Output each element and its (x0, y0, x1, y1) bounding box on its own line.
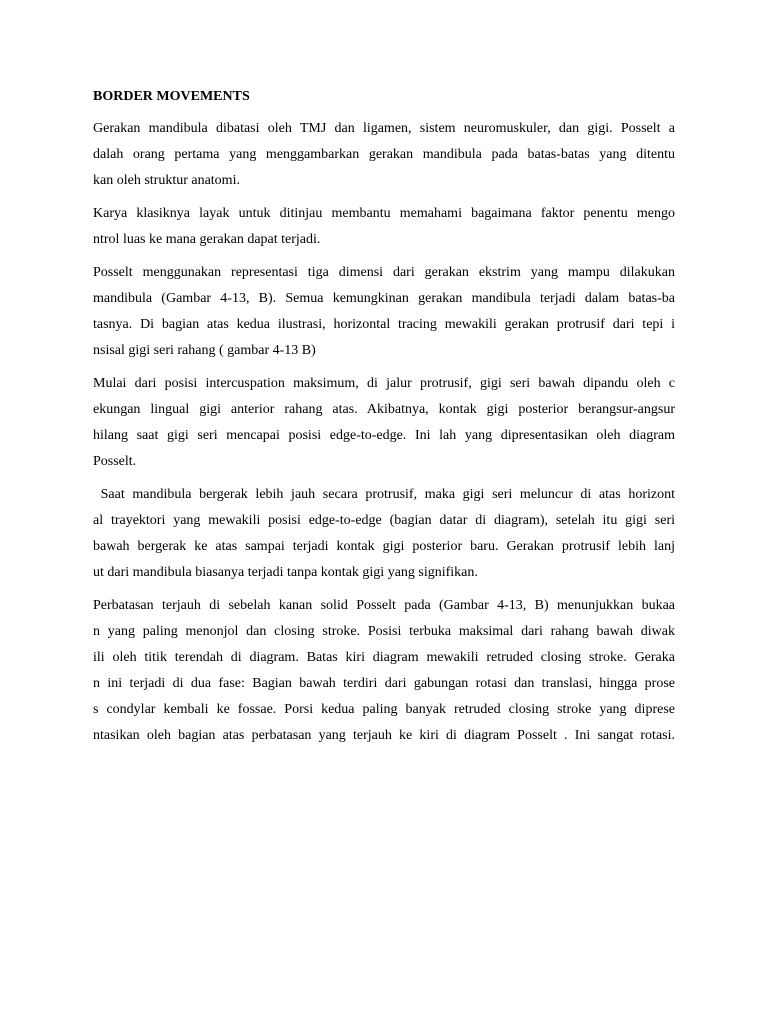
paragraph-line: ntasikan oleh bagian atas perbatasan yang terjauh ke kiri di diagram Posselt . Ini sangat rotasi. (93, 728, 675, 743)
paragraph-line: al trayektori yang mewakili posisi edge-to-edge (bagian datar di diagram), setelah itu gigi seri (93, 513, 675, 528)
section-heading: BORDER MOVEMENTS (93, 89, 250, 104)
paragraph-line: Mulai dari posisi intercuspation maksimum, di jalur protrusif, gigi seri bawah dipandu oleh c (93, 376, 675, 391)
paragraph-5 (93, 482, 675, 586)
paragraph-line: mandibula (Gambar 4-13, B). Semua kemungkinan gerakan mandibula terjadi dalam batas-ba (93, 291, 675, 306)
paragraph-line: hilang saat gigi seri mencapai posisi edge-to-edge. Ini lah yang dipresentasikan oleh diagram (93, 428, 675, 443)
paragraph-line: tasnya. Di bagian atas kedua ilustrasi, horizontal tracing mewakili gerakan protrusif dari tepi i (93, 317, 675, 332)
paragraph-line: Perbatasan terjauh di sebelah kanan solid Posselt pada (Gambar 4-13, B) menunjukkan bukaa (93, 598, 675, 613)
paragraph-line: s condylar kembali ke fossae. Porsi kedua paling banyak retruded closing stroke yang diprese (93, 702, 675, 717)
paragraph-line: n yang paling menonjol dan closing stroke. Posisi terbuka maksimal dari rahang bawah diwak (93, 624, 675, 639)
paragraph-6 (93, 593, 675, 749)
paragraph-line: n ini terjadi di dua fase: Bagian bawah terdiri dari gabungan rotasi dan translasi, hingga prose (93, 676, 675, 691)
paragraph-line: bawah bergerak ke atas sampai terjadi kontak gigi posterior baru. Gerakan protrusif lebih lanj (93, 539, 675, 554)
paragraph-1 (93, 116, 675, 194)
paragraph-line: Posselt menggunakan representasi tiga dimensi dari gerakan ekstrim yang mampu dilakukan (93, 265, 675, 280)
paragraph-line: ntrol luas ke mana gerakan dapat terjadi. (93, 232, 321, 247)
paragraph-3 (93, 260, 675, 364)
paragraph-line: Posselt. (93, 454, 137, 469)
paragraph-line: ut dari mandibula biasanya terjadi tanpa kontak gigi yang signifikan. (93, 565, 478, 580)
paragraph-line: kan oleh struktur anatomi. (93, 173, 240, 188)
document-body (93, 88, 675, 756)
paragraph-line: nsisal gigi seri rahang ( gambar 4-13 B) (93, 343, 316, 358)
paragraph-line: dalah orang pertama yang menggambarkan gerakan mandibula pada batas-batas yang ditentu (93, 147, 675, 162)
paragraph-line: Karya klasiknya layak untuk ditinjau membantu memahami bagaimana faktor penentu mengo (93, 206, 675, 221)
paragraph-line: Gerakan mandibula dibatasi oleh TMJ dan ligamen, sistem neuromuskuler, dan gigi. Posselt a (93, 121, 675, 136)
paragraph-line: ili oleh titik terendah di diagram. Batas kiri diagram mewakili retruded closing stroke. Geraka (93, 650, 675, 665)
paragraph-4 (93, 371, 675, 475)
paragraph-line: ekungan lingual gigi anterior rahang atas. Akibatnya, kontak gigi posterior berangsur-angsur (93, 402, 675, 417)
paragraph-line: Saat mandibula bergerak lebih jauh secara protrusif, maka gigi seri meluncur di atas horizont (93, 487, 675, 502)
paragraph-2 (93, 201, 675, 253)
